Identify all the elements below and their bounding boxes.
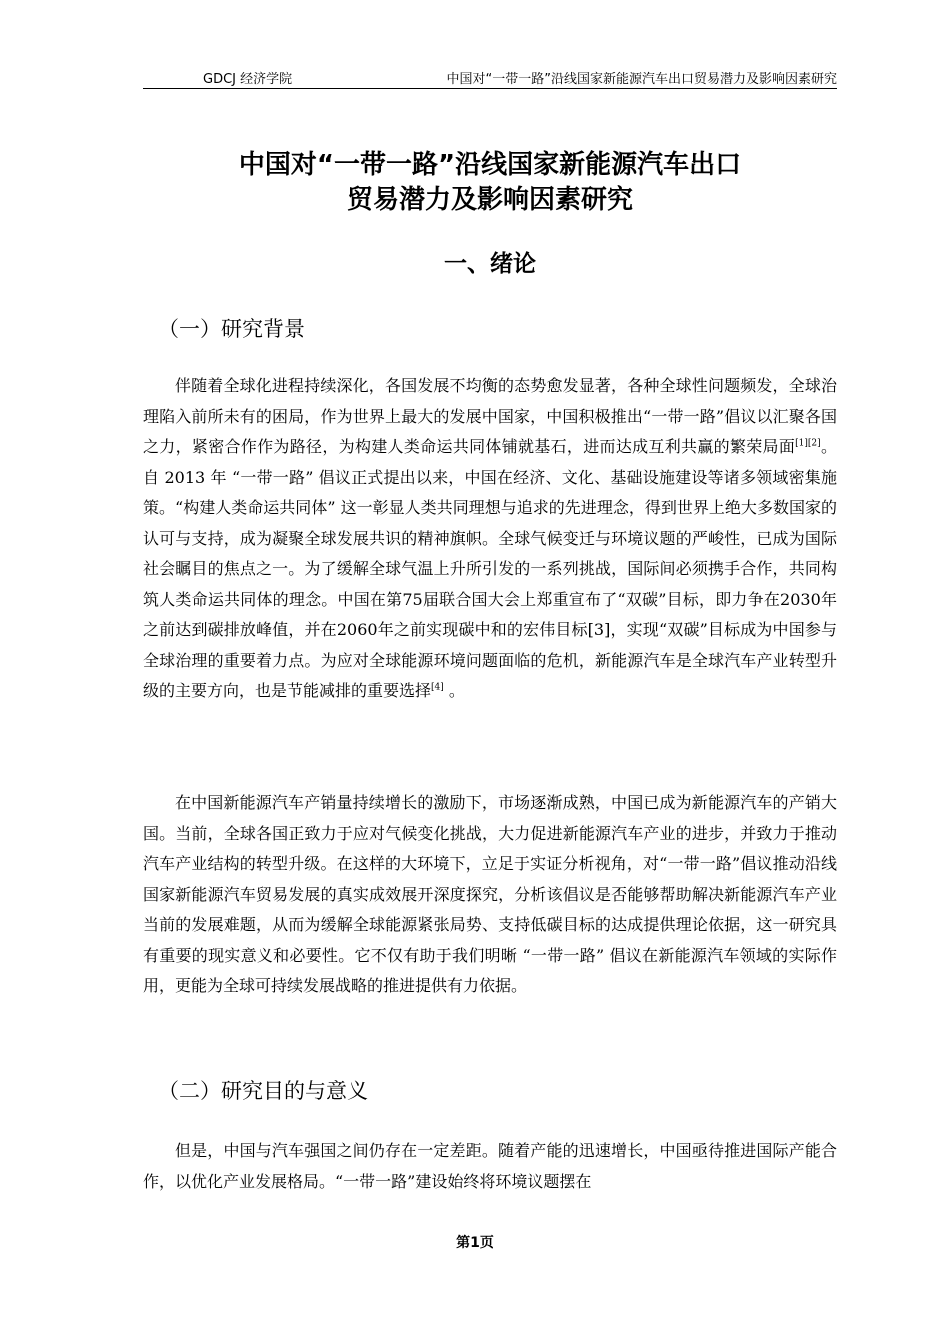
header-institution: GDCJ 经济学院	[203, 72, 293, 87]
citation-4: [4]	[431, 682, 444, 693]
background-p1-text-b: 。自 2013 年 “一带一路” 倡议正式提出以来，中国在经济、文化、基础设施建设等诸多领域密集施策。“构建人类命运共同体” 这一彰显人类共同理想与追求的先进理念，得到世界上绝大多数国家的认可与支持，成为凝聚全球发展共识的精神旗帜。全球气候变迁与环境议题的严峻性，已成为国际社会瞩目的焦点之一。为了缓解全球气温上升所引发的一系列挑战，国际间必须携手合作，共同构筑人类命运共同体的理念。中国在第75届联合国大会上郑重宣布了“双碳”目标，即力争在2030年之前达到碳排放峰值，并在2060年之前实现碳中和的宏伟目标[3]，实现“双碳”目标成为中国参与全球治理的重要着力点。为应对全球能源环境问题面临的危机，新能源汽车是全球汽车产业转型升级的主要方向，也是节能减排的重要选择	[143, 437, 837, 700]
citation-1-2: [1][2]	[795, 438, 821, 449]
paper-title-line-2: 贸易潜力及影响因素研究	[346, 185, 633, 215]
background-p1-text-c: 。	[443, 681, 465, 700]
purpose-paragraph-1: 但是，中国与汽车强国之间仍存在一定差距。随着产能的迅速增长，中国亟待推进国际产能合作，以优化产业发展格局。“一带一路”建设始终将环境议题摆在	[143, 1141, 837, 1191]
subsection-heading-background: （一）研究背景	[158, 317, 305, 341]
header-paper-title: 中国对“一带一路”沿线国家新能源汽车出口贸易潜力及影响因素研究	[446, 72, 837, 87]
background-paragraph-1	[143, 371, 837, 707]
background-paragraph-2: 在中国新能源汽车产销量持续增长的激励下，市场逐渐成熟，中国已成为新能源汽车的产销大国。当前，全球各国正致力于应对气候变化挑战，大力促进新能源汽车产业的进步，并致力于推动汽车产业结构的转型升级。在这样的大环境下，立足于实证分析视角，对“一带一路”倡议推动沿线国家新能源汽车贸易发展的真实成效展开深度探究，分析该倡议是否能够帮助解决新能源汽车产业当前的发展难题，从而为缓解全球能源紧张局势、支持低碳目标的达成提供理论依据，这一研究具有重要的现实意义和必要性。它不仅有助于我们明晰 “一带一路” 倡议在新能源汽车领域的实际作用，更能为全球可持续发展战略的推进提供有力依据。	[143, 793, 837, 995]
background-p1-text-a: 伴随着全球化进程持续深化，各国发展不均衡的态势愈发显著，各种全球性问题频发，全球治理陷入前所未有的困局，作为世界上最大的发展中国家，中国积极推出“一带一路”倡议以汇聚各国之力，紧密合作作为路径，为构建人类命运共同体铺就基石，进而达成互利共赢的繁荣局面	[143, 376, 837, 456]
section-heading-introduction: 一、绪论	[444, 251, 536, 277]
page-number: 第1页	[456, 1235, 494, 1251]
paper-title-line-1: 中国对“一带一路”沿线国家新能源汽车出口	[238, 150, 742, 180]
subsection-heading-purpose: （二）研究目的与意义	[158, 1079, 368, 1103]
running-header	[143, 66, 837, 89]
